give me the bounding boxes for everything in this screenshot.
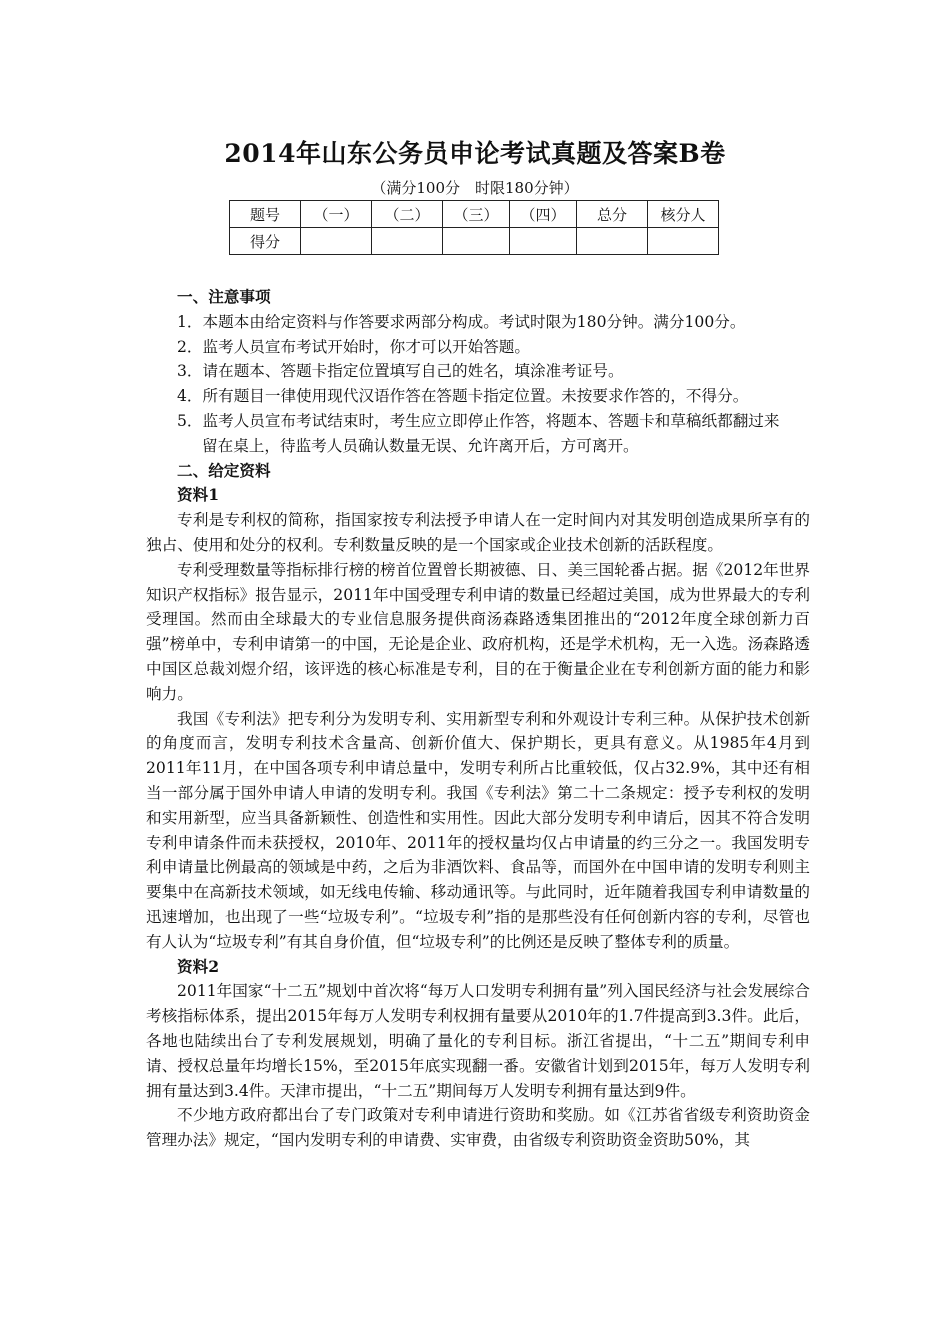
empty-cell xyxy=(577,228,648,255)
score-table-header-row xyxy=(230,201,719,228)
document-body xyxy=(146,285,810,1153)
notice-item: 3．请在题本、答题卡指定位置填写自己的姓名，填涂准考证号。 xyxy=(177,362,624,381)
material-2-label: 资料2 xyxy=(177,956,220,976)
page-title: 2014年山东公务员申论考试真题及答案B卷 xyxy=(224,139,726,168)
table-cell: 核分人 xyxy=(648,201,719,228)
empty-cell xyxy=(301,228,372,255)
notice-item: 1．本题本由给定资料与作答要求两部分构成。考试时限为180分钟。满分100分。 xyxy=(177,312,746,331)
material-1-label: 资料1 xyxy=(177,485,220,505)
paragraph: 不少地方政府都出台了专门政策对专利申请进行资助和奖励。如《江苏省省级专利资助资金管理办法》规定，“国内发明专利的申请费、实审费，由省级专利资助资金资助50%，其 xyxy=(146,1106,810,1150)
table-cell: （四） xyxy=(510,201,577,228)
table-cell: （一） xyxy=(301,201,372,228)
score-table-score-row xyxy=(230,228,719,255)
empty-cell xyxy=(443,228,510,255)
table-cell: 题号 xyxy=(230,201,301,228)
table-cell: 总分 xyxy=(577,201,648,228)
notice-item: 4．所有题目一律使用现代汉语作答在答题卡指定位置。未按要求作答的，不得分。 xyxy=(177,387,749,406)
notice-item: 2．监考人员宣布考试开始时，你才可以开始答题。 xyxy=(177,337,530,356)
empty-cell xyxy=(510,228,577,255)
paragraph: 2011年国家“十二五”规划中首次将“每万人口发明专利拥有量”列入国民经济与社会发展综合考核指标体系，提出2015年每万人发明专利权拥有量要从2010年的1.7件提高到3.3件。此后，各地也陆续出台了专利发展规划，明确了量化的专利目标。浙江省提出，“十二五”期间专利申请、授权总量年均增长15%，至2015年底实现翻一番。安徽省计划到2015年，每万人发明专利拥有量达到3.4件。天津市提出，“十二五”期间每万人发明专利拥有量达到9件。 xyxy=(146,982,811,1100)
score-table xyxy=(229,200,719,255)
notice-item-continuation: 留在桌上，待监考人员确认数量无误、允许离开后，方可离开。 xyxy=(202,436,639,455)
paragraph: 专利是专利权的简称，指国家按专利法授予申请人在一定时间内对其发明创造成果所享有的独占、使用和处分的权利。专利数量反映的是一个国家或企业技术创新的活跃程度。 xyxy=(146,511,810,554)
table-cell: （三） xyxy=(443,201,510,228)
table-cell: （二） xyxy=(372,201,443,228)
section-heading-materials: 二、给定资料 xyxy=(177,460,271,480)
table-cell: 得分 xyxy=(230,228,301,255)
paragraph: 我国《专利法》把专利分为发明专利、实用新型专利和外观设计专利三种。从保护技术创新的角度而言，发明专利技术含量高、创新价值大、保护期长，更具有意义。从1985年4月到2011年11月，在中国各项专利申请总量中，发明专利所占比重较低，仅占32.9%，其中还有相当一部分属于国外申请人申请的发明专利。我国《专利法》第二十二条规定：授予专利权的发明和实用新型，应当具备新颖性、创造性和实用性。因此大部分发明专利申请后，因其不符合发明专利申请条件而未获授权，2010年、2011年的授权量均仅占申请量的约三分之一。我国发明专利申请量比例最高的领域是中药，之后为非酒饮料、食品等，而国外在中国申请的发明专利则主要集中在高新技术领域，如无线电传输、移动通讯等。与此同时，近年随着我国专利申请数量的迅速增加，也出现了一些“垃圾专利”。“垃圾专利”指的是那些没有任何创新内容的专利，尽管也有人认为“垃圾专利”有其自身价值，但“垃圾专利”的比例还是反映了整体专利的质量。 xyxy=(146,709,810,951)
notice-item: 5．监考人员宣布考试结束时，考生应立即停止作答，将题本、答题卡和草稿纸都翻过来 xyxy=(177,411,780,430)
page-subtitle: （满分100分 时限180分钟） xyxy=(371,179,579,197)
empty-cell xyxy=(372,228,443,255)
paragraph: 专利受理数量等指标排行榜的榜首位置曾长期被德、日、美三国轮番占据。据《2012年世界知识产权指标》报告显示，2011年中国受理专利申请的数量已经超过美国，成为世界最大的专利受理国。然而由全球最大的专业信息服务提供商汤森路透集团推出的“2012年度全球创新力百强”榜单中，专利申请第一的中国，无论是企业、政府机构，还是学术机构，无一入选。汤森路透中国区总裁刘煜介绍，该评选的核心标准是专利，目的在于衡量企业在专利创新方面的能力和影响力。 xyxy=(146,560,810,703)
empty-cell xyxy=(648,228,719,255)
section-heading-notice: 一、注意事项 xyxy=(177,287,271,306)
